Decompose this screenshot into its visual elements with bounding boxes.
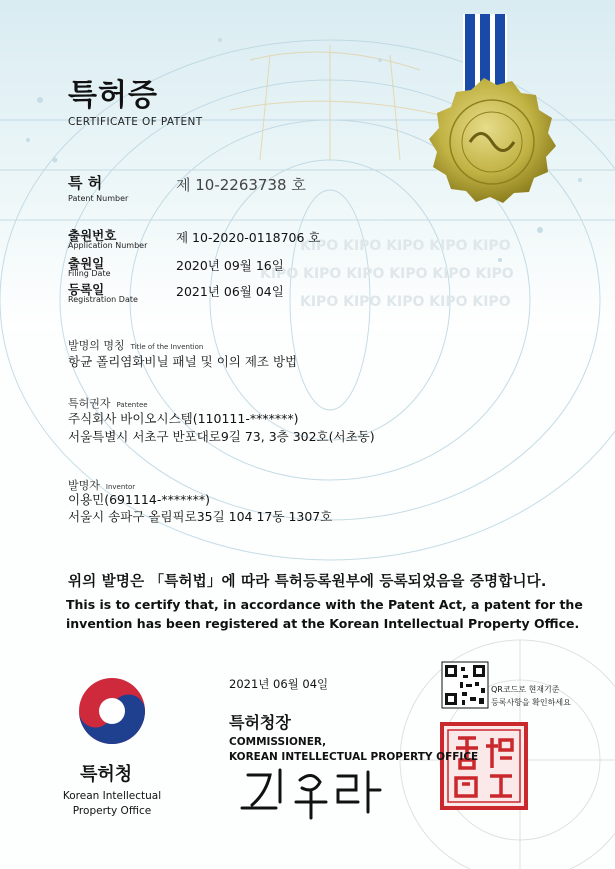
inventor-address: 서울시 송파구 올림픽로35길 104 17동 1307호 bbox=[68, 509, 333, 524]
certification-statement-en-1: This is to certify that, in accordance with the Patent Act, a patent for the bbox=[66, 597, 583, 612]
invention-title: 항균 폴리염화비닐 패널 및 이의 제조 방법 bbox=[68, 354, 298, 369]
patent-number-label: 특 허 bbox=[68, 174, 103, 192]
certification-statement-en-2: invention has been registered at the Korean Intellectual Property Office. bbox=[66, 616, 580, 631]
issue-date: 2021년 06월 04일 bbox=[229, 677, 329, 691]
kipo-logo-icon bbox=[79, 678, 145, 744]
inventor-label: 발명자 bbox=[68, 479, 100, 492]
patent-number-label-en: Patent Number bbox=[68, 194, 129, 203]
registration-date-value: 2021년 06월 04일 bbox=[176, 284, 284, 299]
invention-label: 발명의 명칭 bbox=[68, 339, 125, 352]
certificate-subtitle: CERTIFICATE OF PATENT bbox=[68, 116, 203, 128]
application-number-label: 출원번호 bbox=[68, 228, 117, 243]
office-name-ko: 특허청 bbox=[80, 764, 133, 785]
patentee-address: 서울특별시 서초구 반포대로9길 73, 3층 302호(서초동) bbox=[68, 429, 375, 444]
svg-text:KIPO KIPO KIPO KIPO KI: KIPO KIPO KIPO KIPO KIPO bbox=[300, 294, 511, 310]
registration-date-label-en: Registration Date bbox=[68, 295, 138, 304]
invention-heading bbox=[68, 334, 203, 353]
signature-strokes bbox=[242, 770, 380, 818]
official-red-stamp bbox=[442, 724, 526, 808]
application-number-value: 제 10-2020-0118706 호 bbox=[176, 230, 321, 245]
inventor-label-en: Inventor bbox=[105, 483, 136, 491]
registration-date-label: 등록일 bbox=[68, 282, 105, 297]
patent-number-value: 제 10-2263738 호 bbox=[176, 176, 306, 194]
filing-date-value: 2020년 09월 16일 bbox=[176, 258, 284, 273]
qr-note-line-1: QR코드로 현재기준 bbox=[491, 685, 560, 694]
commissioner-title-en-1: COMMISSIONER, bbox=[229, 736, 327, 748]
patentee-label: 특허권자 bbox=[68, 397, 111, 410]
svg-text:KIPO KIPO KIPO KIPO KI: KIPO KIPO KIPO KIPO KIPO bbox=[300, 238, 511, 254]
patentee-label-en: Patentee bbox=[116, 401, 148, 409]
certification-statement-ko: 위의 발명은 「특허법」에 따라 특허등록원부에 등록되었음을 증명합니다. bbox=[68, 574, 547, 590]
qr-code bbox=[442, 662, 488, 708]
office-name-en-1: Korean Intellectual bbox=[62, 790, 162, 802]
svg-text:KIPO KIPO KIPO KIPO KI: KIPO KIPO KIPO KIPO KIPO KIPO bbox=[260, 266, 514, 282]
filing-date-label-en: Filing Date bbox=[68, 269, 111, 278]
inventor-name: 이용민(691114-*******) bbox=[68, 492, 210, 507]
certificate-title: 특허증 bbox=[68, 78, 158, 113]
application-number-label-en: Application Number bbox=[68, 241, 148, 250]
patentee-name: 주식회사 바이오시스템(110111-*******) bbox=[68, 411, 299, 426]
invention-label-en: Title of the Invention bbox=[130, 343, 204, 351]
commissioner-title-en-2: KOREAN INTELLECTUAL PROPERTY OFFICE bbox=[229, 751, 479, 763]
office-name-en-2: Property Office bbox=[72, 805, 152, 817]
qr-note-line-2: 등록사항을 확인하세요 bbox=[491, 698, 571, 707]
commissioner-title-ko: 특허청장 bbox=[229, 713, 291, 732]
filing-date-label: 출원일 bbox=[68, 256, 105, 271]
